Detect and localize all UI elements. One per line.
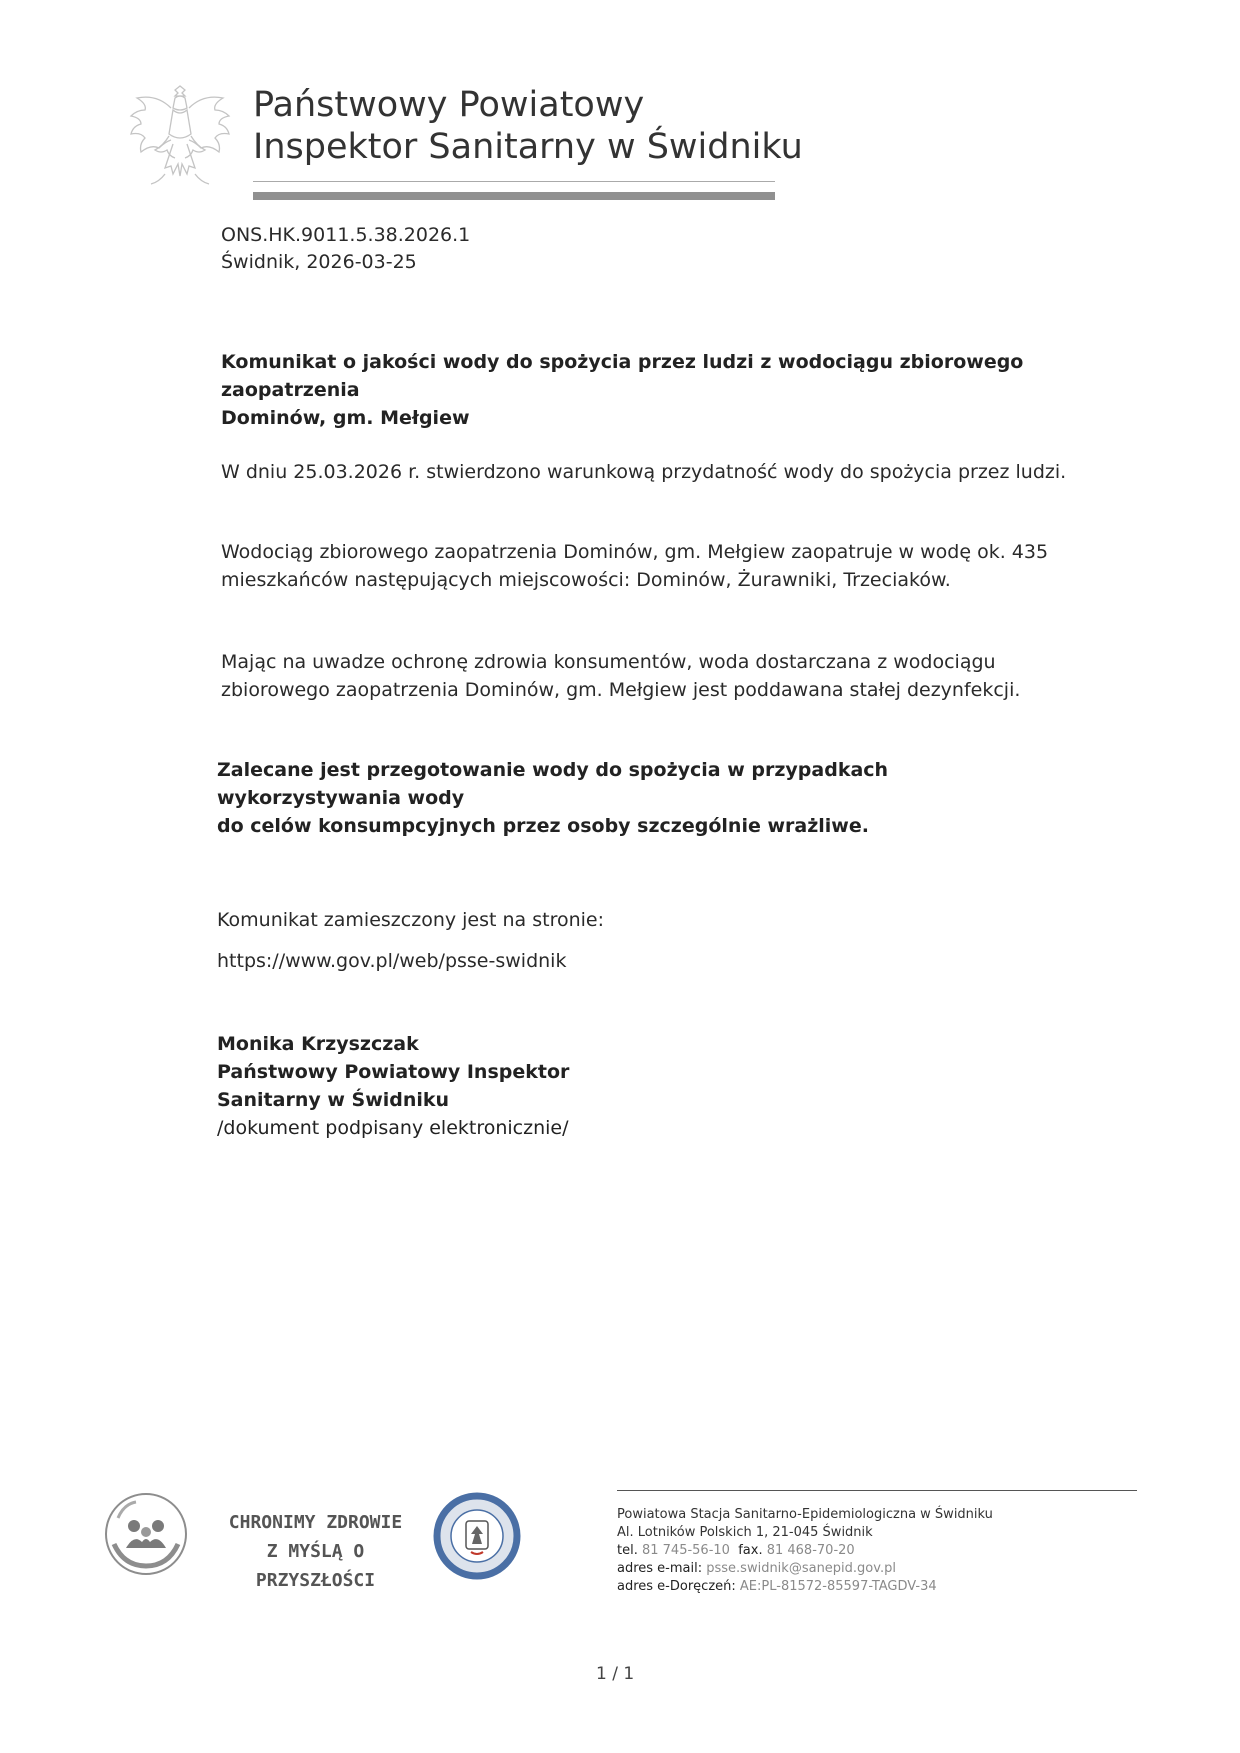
paragraph-disinfection-line1: Mając na uwadze ochronę zdrowia konsumentów, woda dostarczana z wodociągu [221, 651, 996, 673]
signatory-name: Monika Krzyszczak [217, 1033, 419, 1055]
paragraph-disinfection-line2: zbiorowego zaopatrzenia Dominów, gm. Mełgiew jest poddawana stałej dezynfekcji. [221, 679, 1021, 701]
paragraph-recommendation-line1: Zalecane jest przegotowanie wody do spożycia w przypadkach wykorzystywania wody [217, 759, 889, 809]
paragraph-disinfection [221, 648, 1021, 704]
footer-phone-fax [617, 1542, 993, 1560]
issuer-title [253, 84, 803, 168]
issuer-title-line2: Inspektor Sanitarny w Świdniku [253, 127, 803, 167]
footer-edelivery [617, 1578, 993, 1596]
slogan [213, 1508, 418, 1595]
issuer-title-line1: Państwowy Powiatowy [253, 85, 645, 125]
footer-address-block [617, 1506, 993, 1596]
email-label: adres e-mail: [617, 1561, 703, 1576]
page-number: 1 / 1 [596, 1664, 635, 1684]
edelivery-label: adres e-Doręczeń: [617, 1579, 736, 1594]
sanitary-inspection-seal-icon [433, 1492, 521, 1580]
signatory-title-line2: Sanitarny w Świdniku [217, 1089, 450, 1111]
footer-institution: Powiatowa Stacja Sanitarno-Epidemiologiczna w Świdniku [617, 1507, 993, 1522]
paragraph-recommendation [217, 756, 1077, 840]
footer-address: Al. Lotników Polskich 1, 21-045 Świdnik [617, 1525, 873, 1540]
paragraph-coverage-line1: Wodociąg zbiorowego zaopatrzenia Dominów, gm. Mełgiew zaopatruje w wodę ok. 435 [221, 541, 1049, 563]
fax-label: fax. [738, 1543, 763, 1558]
paragraph-recommendation-line2: do celów konsumpcyjnych przez osoby szczególnie wrażliwe. [217, 815, 869, 837]
slogan-line1: CHRONIMY ZDROWIE [228, 1512, 403, 1533]
publication-label: Komunikat zamieszczony jest na stronie: [217, 909, 605, 931]
reference-block [221, 222, 470, 276]
signature-block [217, 1030, 569, 1142]
tel-value: 81 745-56-10 [641, 1543, 730, 1558]
tel-label: tel. [617, 1543, 638, 1558]
slogan-line2: Z MYŚLĄ O PRZYSZŁOŚCI [255, 1541, 376, 1591]
publication-url: https://www.gov.pl/web/psse-swidnik [217, 950, 567, 972]
email-value: psse.swidnik@sanepid.gov.pl [706, 1561, 896, 1576]
eagle-emblem-icon [125, 78, 235, 196]
place-date: Świdnik, 2026-03-25 [221, 251, 417, 273]
header-thin-rule [253, 181, 775, 182]
paragraph-coverage [221, 538, 1091, 594]
reference-number: ONS.HK.9011.5.38.2026.1 [221, 224, 471, 246]
subject-line1: Komunikat o jakości wody do spożycia przez ludzi z wodociągu zbiorowego zaopatrzenia [221, 351, 1024, 401]
footer-email [617, 1560, 993, 1578]
edelivery-value: AE:PL-81572-85597-TAGDV-34 [739, 1579, 937, 1594]
document-subject [221, 348, 1101, 432]
subject-line2: Dominów, gm. Mełgiew [221, 407, 470, 429]
paragraph-assessment: W dniu 25.03.2026 r. stwierdzono warunkową przydatność wody do spożycia przez ludzi. [221, 461, 1067, 483]
header-bar-rule [253, 192, 775, 200]
footer-rule [617, 1490, 1137, 1491]
fax-value: 81 468-70-20 [766, 1543, 855, 1558]
signature-note: /dokument podpisany elektronicznie/ [217, 1117, 569, 1139]
family-hands-logo-icon [100, 1488, 192, 1580]
paragraph-coverage-line2: mieszkańców następujących miejscowości: Dominów, Żurawniki, Trzeciaków. [221, 569, 951, 591]
signatory-title-line1: Państwowy Powiatowy Inspektor [217, 1061, 570, 1083]
